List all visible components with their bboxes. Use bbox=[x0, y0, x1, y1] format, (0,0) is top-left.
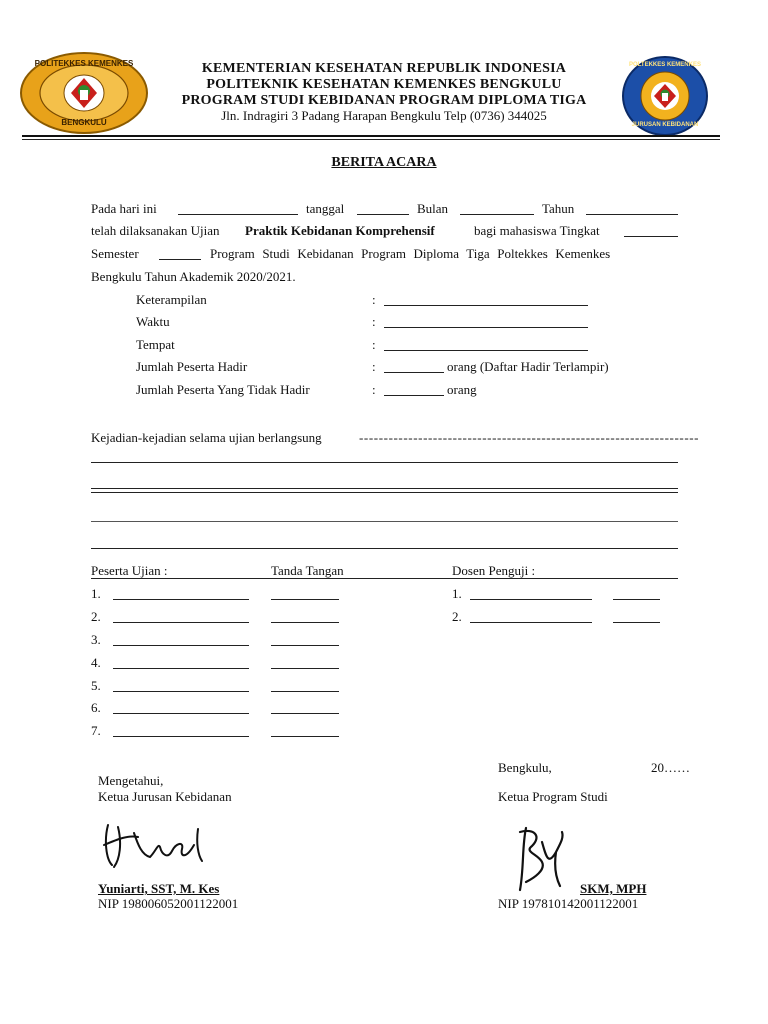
peserta-name-blank[interactable] bbox=[113, 668, 249, 669]
field-label-hadir: Jumlah Peserta Hadir bbox=[136, 359, 248, 374]
level-blank[interactable] bbox=[624, 236, 678, 237]
field-suffix-hadir: orang (Daftar Hadir Terlampir) bbox=[447, 359, 609, 374]
peserta-sign-blank[interactable] bbox=[271, 668, 339, 669]
field-sep: : bbox=[372, 292, 376, 307]
field-label-tidak-hadir: Jumlah Peserta Yang Tidak Hadir bbox=[136, 382, 310, 397]
events-line-4[interactable] bbox=[91, 521, 678, 522]
logo-right-top-text: POLTEKKES KEMENKES bbox=[629, 62, 701, 68]
sig-right-name: SKM, MPH bbox=[580, 881, 647, 896]
intro-line3-b: Program Studi Kebidanan Program Diploma Tiga Poltekkes Kemenkes bbox=[210, 246, 611, 261]
peserta-name-blank[interactable] bbox=[113, 599, 249, 600]
field-blank-keterampilan[interactable] bbox=[384, 305, 588, 306]
events-line-2[interactable] bbox=[91, 488, 678, 489]
field-sep: : bbox=[372, 382, 376, 397]
field-blank-tidak-hadir[interactable] bbox=[384, 395, 444, 396]
events-line-5[interactable] bbox=[91, 548, 678, 549]
header-institution: POLITEKNIK KESEHATAN KEMENKES BENGKULU bbox=[206, 77, 562, 92]
intro-day-label: Pada hari ini bbox=[91, 201, 157, 216]
peserta-sign-blank[interactable] bbox=[271, 645, 339, 646]
events-line-3[interactable] bbox=[91, 492, 678, 493]
peserta-name-blank[interactable] bbox=[113, 736, 249, 737]
dosen-name-blank[interactable] bbox=[470, 599, 592, 600]
peserta-number: 3. bbox=[91, 632, 101, 647]
dosen-number: 2. bbox=[452, 609, 462, 624]
events-dashes: --------------------------------------------------------------------- bbox=[359, 430, 700, 445]
header-address: Jln. Indragiri 3 Padang Harapan Bengkulu Telp (0736) 344025 bbox=[221, 108, 547, 123]
header-rule-thin bbox=[22, 139, 720, 140]
day-blank[interactable] bbox=[178, 214, 298, 215]
peserta-name-blank[interactable] bbox=[113, 713, 249, 714]
dosen-name-blank[interactable] bbox=[470, 622, 592, 623]
dosen-number: 1. bbox=[452, 586, 462, 601]
intro-month-label: Bulan bbox=[417, 201, 449, 216]
signature-right bbox=[512, 822, 572, 894]
logo-left-top-text: POLITEKKES KEMENKES bbox=[34, 59, 134, 68]
header-program: PROGRAM STUDI KEBIDANAN PROGRAM DIPLOMA TIGA bbox=[181, 93, 587, 108]
peserta-number: 2. bbox=[91, 609, 101, 624]
field-sep: : bbox=[372, 337, 376, 352]
intro-line2-a: telah dilaksanakan Ujian bbox=[91, 223, 220, 238]
col-peserta-header: Peserta Ujian : bbox=[91, 563, 168, 578]
exam-name: Praktik Kebidanan Komprehensif bbox=[245, 223, 435, 238]
header-ministry: KEMENTERIAN KESEHATAN REPUBLIK INDONESIA bbox=[201, 61, 567, 76]
peserta-number: 1. bbox=[91, 586, 101, 601]
peserta-number: 6. bbox=[91, 700, 101, 715]
events-line-1[interactable] bbox=[91, 462, 678, 463]
field-blank-hadir[interactable] bbox=[384, 372, 444, 373]
sig-left-name: Yuniarti, SST, M. Kes bbox=[98, 881, 220, 896]
sig-right-line1: Ketua Program Studi bbox=[498, 789, 608, 804]
dosen-sign-blank[interactable] bbox=[613, 599, 660, 600]
field-sep: : bbox=[372, 359, 376, 374]
peserta-name-blank[interactable] bbox=[113, 691, 249, 692]
sig-right-nip: NIP 197810142001122001 bbox=[498, 896, 639, 911]
peserta-sign-blank[interactable] bbox=[271, 691, 339, 692]
intro-line4: Bengkulu Tahun Akademik 2020/2021. bbox=[91, 269, 296, 284]
events-label: Kejadian-kejadian selama ujian berlangsung bbox=[91, 430, 322, 445]
place-year: 20…… bbox=[651, 760, 690, 775]
peserta-number: 7. bbox=[91, 723, 101, 738]
peserta-number: 4. bbox=[91, 655, 101, 670]
peserta-name-blank[interactable] bbox=[113, 622, 249, 623]
peserta-sign-blank[interactable] bbox=[271, 599, 339, 600]
table-header-rule bbox=[91, 578, 678, 579]
intro-semester-label: Semester bbox=[91, 246, 139, 261]
field-label-tempat: Tempat bbox=[136, 337, 175, 352]
year-blank[interactable] bbox=[586, 214, 678, 215]
header-rule-thick bbox=[22, 135, 720, 137]
col-ttd-header: Tanda Tangan bbox=[271, 563, 344, 578]
field-suffix-tidak-hadir: orang bbox=[447, 382, 477, 397]
field-blank-tempat[interactable] bbox=[384, 350, 588, 351]
sig-left-line2: Ketua Jurusan Kebidanan bbox=[98, 789, 232, 804]
logo-right-bottom-text: JURUSAN KEBIDANAN bbox=[631, 122, 699, 128]
sig-left-line1: Mengetahui, bbox=[98, 773, 164, 788]
signature-left bbox=[98, 815, 210, 875]
place-city: Bengkulu, bbox=[498, 760, 552, 775]
logo-left-bottom-text: BENGKULU bbox=[61, 118, 107, 127]
field-sep: : bbox=[372, 314, 376, 329]
peserta-name-blank[interactable] bbox=[113, 645, 249, 646]
dosen-sign-blank[interactable] bbox=[613, 622, 660, 623]
intro-year-label: Tahun bbox=[542, 201, 575, 216]
peserta-sign-blank[interactable] bbox=[271, 736, 339, 737]
col-dosen-header: Dosen Penguji : bbox=[452, 563, 536, 578]
peserta-number: 5. bbox=[91, 678, 101, 693]
intro-date-label: tanggal bbox=[306, 201, 345, 216]
field-blank-waktu[interactable] bbox=[384, 327, 588, 328]
document-title: BERITA ACARA bbox=[331, 155, 437, 170]
date-blank[interactable] bbox=[357, 214, 409, 215]
field-label-waktu: Waktu bbox=[136, 314, 170, 329]
field-label-keterampilan: Keterampilan bbox=[136, 292, 207, 307]
peserta-sign-blank[interactable] bbox=[271, 622, 339, 623]
semester-blank[interactable] bbox=[159, 259, 201, 260]
intro-line2-b: bagi mahasiswa Tingkat bbox=[474, 223, 600, 238]
month-blank[interactable] bbox=[460, 214, 534, 215]
sig-left-nip: NIP 198006052001122001 bbox=[98, 896, 239, 911]
peserta-sign-blank[interactable] bbox=[271, 713, 339, 714]
